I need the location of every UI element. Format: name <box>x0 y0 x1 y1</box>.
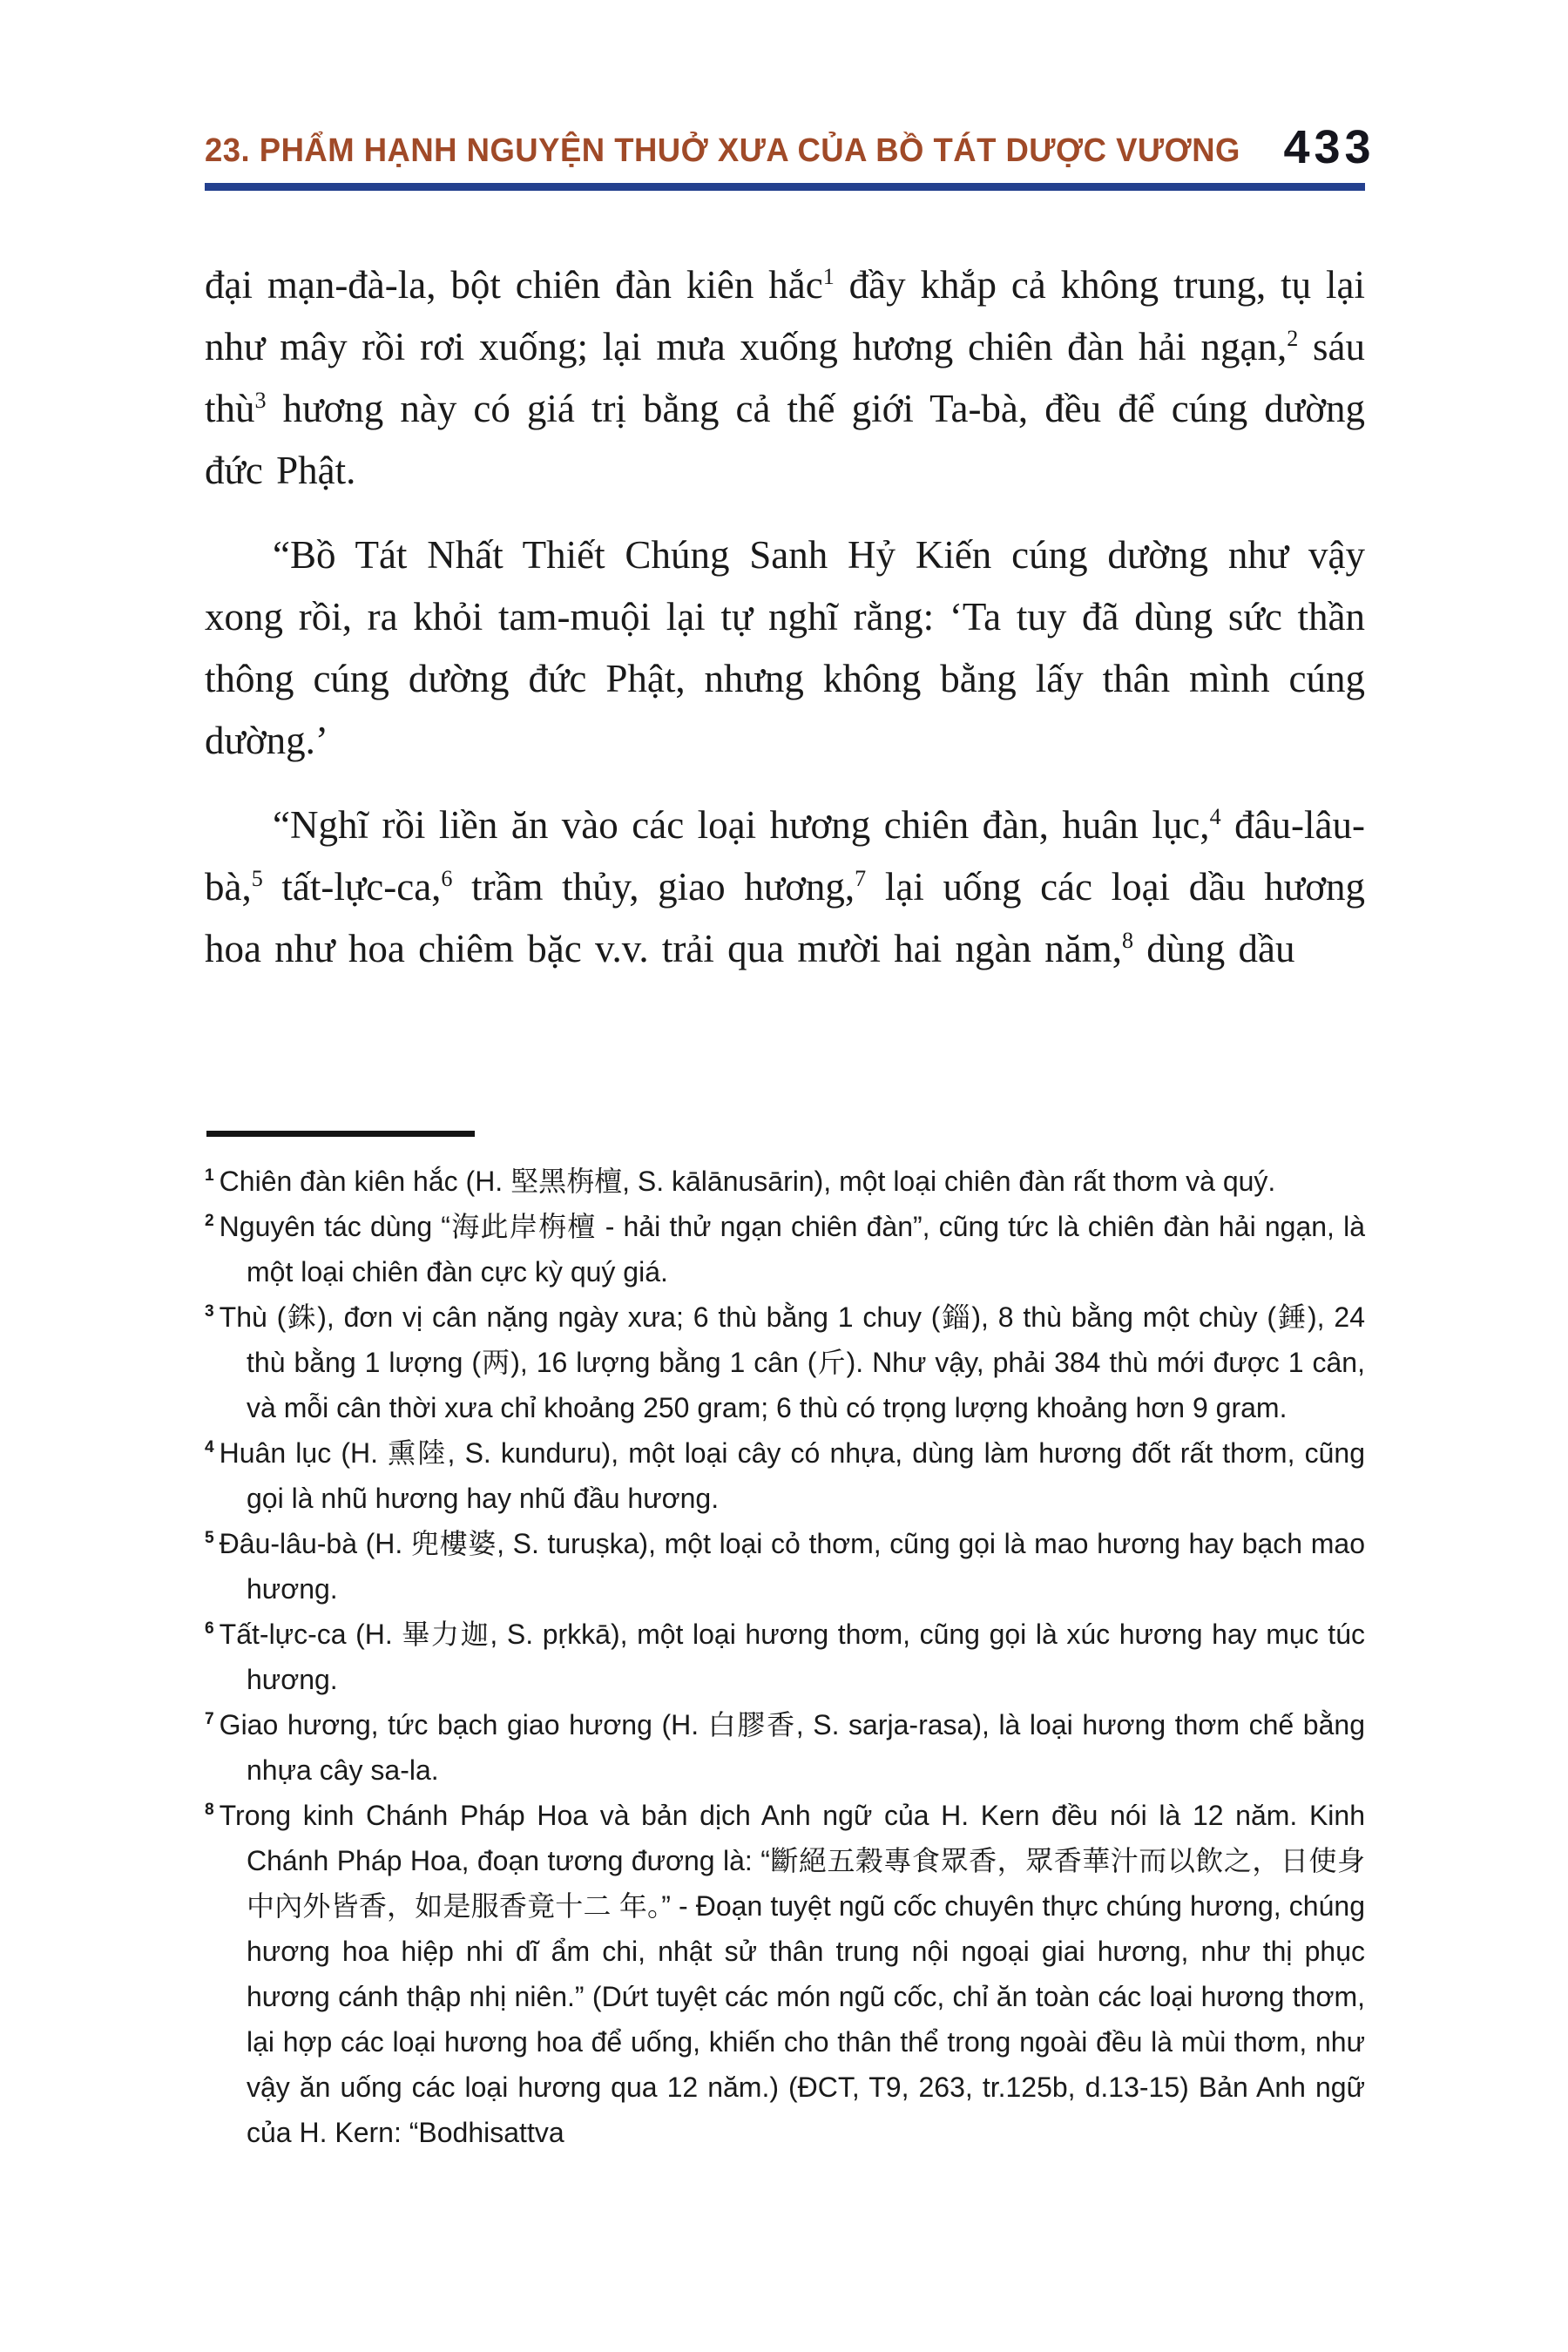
footnote: $^4$ Huân lục (H. 熏陸, S. kunduru), một loại cây có nhựa, dùng làm hương đốt rất thơm, cũng gọi là nhũ hương hay nhũ đầu hương. <box>205 1437 1365 1514</box>
footnote: $^1$ Chiên đàn kiên hắc (H. 堅黑栴檀, S. kālānusārin), một loại chiên đàn rất thơm và quý. <box>205 1166 1276 1197</box>
footnote-ref: 7 <box>855 866 867 891</box>
footnote: $^8$ Trong kinh Chánh Pháp Hoa và bản dịch Anh ngữ của H. Kern đều nói là 12 năm. Kinh Chánh Pháp Hoa, đoạn tương đương là: “斷絕五穀專食眾香，眾香華汁而以飲之，日使身中內外皆香，如是服香竟十二 年。” - Đoạn tuyệt ngũ cốc chuyên thực chúng hương, chúng hương hoa hiệp nhi dĩ ẩm chi, nhật sử thân trung nội ngoại giai hương, như thị phục hương cánh thập nhị niên.” (Dứt tuyệt các món ngũ cốc, chỉ ăn toàn các loại hương thơm, lại hợp các loại hương hoa để uống, khiến cho thân thể trong ngoài đều là mùi thơm, như vậy ăn uống các loại hương qua 12 năm.) (ĐCT, T9, 263, tr.125b, d.13-15) Bản Anh ngữ của H. Kern: “Bodhisattva <box>205 1800 1365 2148</box>
footnote: $^5$ Đâu-lâu-bà (H. 兜樓婆, S. turuṣka), một loại cỏ thơm, cũng gọi là mao hương hay bạch mao hương. <box>205 1528 1365 1605</box>
header-rule <box>205 183 1365 191</box>
body-paragraph: đại mạn-đà-la, bột chiên đàn kiên hắc$^1$ đầy khắp cả không trung, tụ lại như mây rồi rơi xuống; lại mưa xuống hương chiên đàn hải ngạn,$^2$ sáu thù$^3$ hương này có giá trị bằng cả thế giới Ta-bà, đều để cúng dường đức Phật. <box>205 263 1365 492</box>
footnote-ref: 6 <box>441 866 453 891</box>
page-number: 433 <box>1283 121 1375 173</box>
footnote-ref: 4 <box>1209 804 1221 829</box>
footnotes <box>205 1159 1365 2155</box>
footnote: $^3$ Thù (銖), đơn vị cân nặng ngày xưa; 6 thù bằng 1 chuy (錙), 8 thù bằng một chùy (錘), 24 thù bằng 1 lượng (两), 16 lượng bằng 1 cân (斤). Như vậy, phải 384 thù mới được 1 cân, và mỗi cân thời xưa chỉ khoảng 250 gram; 6 thù có trọng lượng khoảng hơn 9 gram. <box>205 1301 1365 1423</box>
footnote-separator <box>206 1131 475 1137</box>
footnote-marker: 6 <box>205 1619 214 1639</box>
footnote-marker: 8 <box>205 1801 214 1820</box>
footnote-ref: 2 <box>1287 326 1299 351</box>
body-text <box>205 254 1365 1003</box>
footnote-marker: 7 <box>205 1710 214 1729</box>
footnote-marker: 4 <box>205 1438 214 1457</box>
footnote-marker: 3 <box>205 1302 214 1321</box>
footnote: $^6$ Tất-lực-ca (H. 畢力迦, S. pṛkkā), một loại hương thơm, cũng gọi là xúc hương hay mục túc hương. <box>205 1619 1365 1695</box>
footnote-ref: 5 <box>251 866 263 891</box>
body-paragraph: “Nghĩ rồi liền ăn vào các loại hương chiên đàn, huân lục,$^4$ đâu-lâu-bà,$^5$ tất-lực-ca,$^6$ trầm thủy, giao hương,$^7$ lại uống các loại dầu hương hoa như hoa chiêm bặc v.v. trải qua mười hai ngàn năm,$^8$ dùng dầu <box>205 803 1366 970</box>
footnote-marker: 1 <box>205 1166 214 1186</box>
body-paragraph: “Bồ Tát Nhất Thiết Chúng Sanh Hỷ Kiến cúng dường như vậy xong rồi, ra khỏi tam-muội lại tự nghĩ rằng: ‘Ta tuy đã dùng sức thần thông cúng dường đức Phật, nhưng không bằng lấy thân mình cúng dường.’ <box>205 533 1365 762</box>
footnote-marker: 5 <box>205 1529 214 1548</box>
footnote-ref: 8 <box>1121 928 1133 953</box>
chapter-title: 23. PHẨM HẠNH NGUYỆN THUỞ XƯA CỦA BỒ TÁT DƯỢC VƯƠNG <box>205 132 1240 170</box>
footnote: $^7$ Giao hương, tức bạch giao hương (H. 白膠香, S. sarja-rasa), là loại hương thơm chế bằng nhựa cây sa-la. <box>205 1709 1365 1786</box>
running-head <box>205 121 1375 191</box>
footnote-ref: 3 <box>254 388 267 413</box>
footnote: $^2$ Nguyên tác dùng “海此岸栴檀 - hải thử ngạn chiên đàn”, cũng tức là chiên đàn hải ngạn, là một loại chiên đàn cực kỳ quý giá. <box>205 1211 1365 1288</box>
footnote-marker: 2 <box>205 1212 214 1231</box>
footnote-ref: 1 <box>822 264 835 289</box>
